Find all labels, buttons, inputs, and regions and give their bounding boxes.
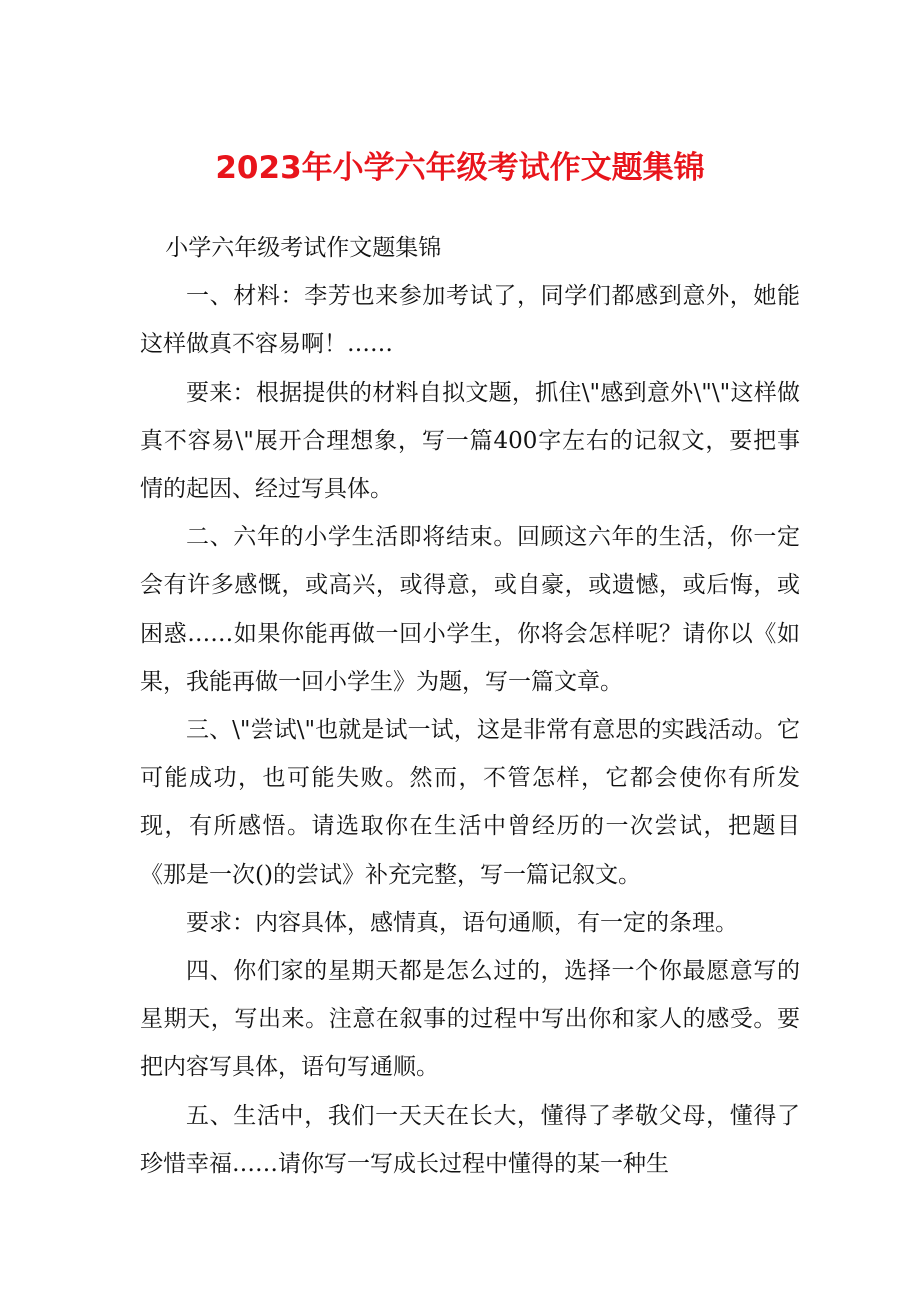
body-subtitle: 小学六年级考试作文题集锦 — [165, 235, 442, 261]
question-3: 三、\"尝试\"也就是试一试，这是非常有意思的实践活动。它可能成功，也可能失败。然而，不管怎样，它都会使你有所发现，有所感悟。请选取你在生活中曾经历的一次尝试，把题目《那是一次()的尝试》补充完整，写一篇记叙文。 — [140, 717, 800, 888]
question-2: 二、六年的小学生活即将结束。回顾这六年的生活，你一定会有许多感慨，或高兴，或得意，或自豪，或遗憾，或后悔，或困惑……如果你能再做一回小学生，你将会怎样呢？请你以《如果，我能再做一回小学生》为题，写一篇文章。 — [140, 524, 800, 695]
question-5: 五、生活中，我们一天天在长大，懂得了孝敬父母，懂得了珍惜幸福……请你写一写成长过程中懂得的某一种生 — [140, 1102, 800, 1177]
question-4: 四、你们家的星期天都是怎么过的，选择一个你最愿意写的星期天，写出来。注意在叙事的过程中写出你和家人的感受。要把内容写具体，语句写通顺。 — [140, 958, 800, 1081]
document-body — [140, 224, 800, 1188]
document-title: 2023年小学六年级考试作文题集锦 — [215, 150, 705, 186]
question-1-material: 一、材料：李芳也来参加考试了，同学们都感到意外，她能这样做真不容易啊！…… — [140, 283, 800, 358]
question-1-requirement: 要来：根据提供的材料自拟文题，抓住\"感到意外\"\"这样做真不容易\"展开合理想象，写一篇400字左右的记叙文，要把事情的起因、经过写具体。 — [140, 379, 800, 503]
question-3-requirement: 要求：内容具体，感情真，语句通顺，有一定的条理。 — [186, 909, 738, 936]
